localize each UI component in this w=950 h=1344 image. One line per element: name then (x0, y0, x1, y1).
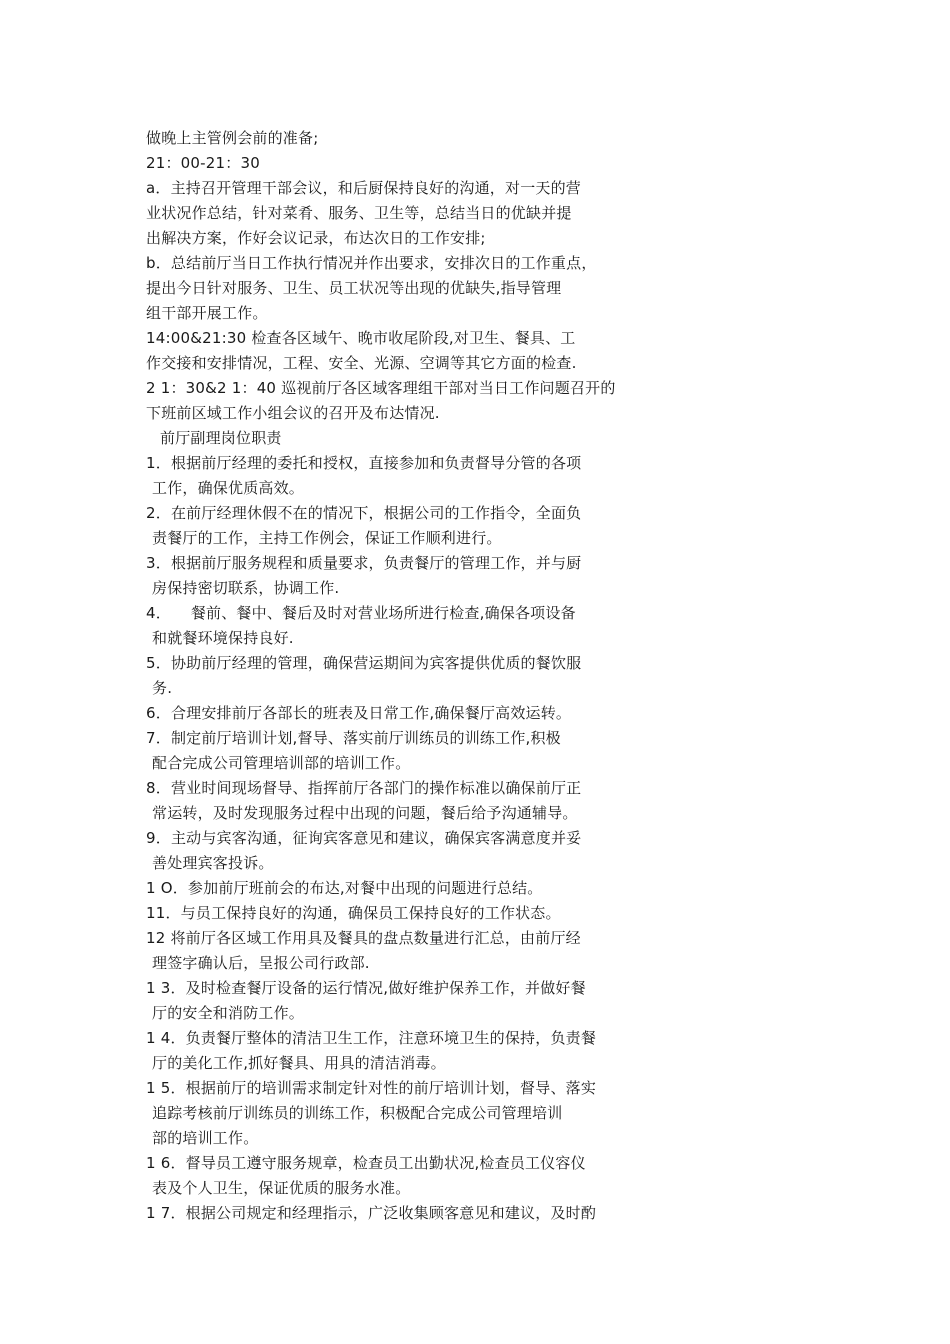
list-item: 5．协助前厅经理的管理，确保营运期间为宾客提供优质的餐饮服 (146, 654, 582, 672)
list-item: 1 5．根据前厅的培训需求制定针对性的前厅培训计划，督导、落实 (146, 1079, 597, 1097)
list-item: 2．在前厅经理休假不在的情况下，根据公司的工作指令，全面负 (146, 504, 582, 522)
list-item-continuation: 理签字确认后，呈报公司行政部. (152, 954, 370, 972)
list-item-continuation: 责餐厅的工作，主持工作例会，保证工作顺利进行。 (152, 529, 502, 547)
list-item-continuation: 厅的安全和消防工作。 (152, 1004, 305, 1022)
list-item: 1．根据前厅经理的委托和授权，直接参加和负责督导分管的各项 (146, 454, 582, 472)
text-line: 作交接和安排情况，工程、安全、光源、空调等其它方面的检查. (146, 354, 577, 372)
text-line: 2 1：30&2 1：40 巡视前厅各区域客理组干部对当日工作问题召开的 (146, 379, 616, 397)
list-item-continuation: 部的培训工作。 (152, 1129, 259, 1147)
list-item: 1 6．督导员工遵守服务规章，检查员工出勤状况,检查员工仪容仪 (146, 1154, 586, 1172)
list-item-continuation: 追踪考核前厅训练员的训练工作，积极配合完成公司管理培训 (152, 1104, 563, 1122)
list-item-continuation: 工作，确保优质高效。 (152, 479, 305, 497)
list-item-continuation: 表及个人卫生，保证优质的服务水准。 (152, 1179, 411, 1197)
text-line: 做晚上主管例会前的准备; (146, 129, 319, 147)
list-item-continuation: 善处理宾客投诉。 (152, 854, 274, 872)
list-item: 7．制定前厅培训计划,督导、落实前厅训练员的训练工作,积极 (146, 729, 561, 747)
list-item-continuation: 务. (152, 679, 173, 697)
list-item: 1 4．负责餐厅整体的清洁卫生工作，注意环境卫生的保持，负责餐 (146, 1029, 597, 1047)
section-heading: 前厅副理岗位职责 (160, 429, 282, 447)
list-item: 1 3．及时检查餐厅设备的运行情况,做好维护保养工作，并做好餐 (146, 979, 586, 997)
text-line: 组干部开展工作。 (146, 304, 268, 322)
list-item: 8．营业时间现场督导、指挥前厅各部门的操作标准以确保前厅正 (146, 779, 582, 797)
text-line: 出解决方案，作好会议记录，布达次日的工作安排; (146, 229, 486, 247)
text-line: 下班前区域工作小组会议的召开及布达情况. (146, 404, 440, 422)
list-item: 1 7．根据公司规定和经理指示，广泛收集顾客意见和建议，及时酌 (146, 1204, 597, 1222)
list-item-continuation: 房保持密切联系，协调工作. (152, 579, 340, 597)
list-item-continuation: 厅的美化工作,抓好餐具、用具的清洁消毒。 (152, 1054, 446, 1072)
list-item: 3．根据前厅服务规程和质量要求，负责餐厅的管理工作，并与厨 (146, 554, 582, 572)
list-item: 9．主动与宾客沟通，征询宾客意见和建议，确保宾客满意度并妥 (146, 829, 582, 847)
text-line: 14:00&21:30 检查各区域午、晚市收尾阶段,对卫生、餐具、工 (146, 329, 576, 347)
list-item: 12 将前厅各区域工作用具及餐具的盘点数量进行汇总，由前厅经 (146, 929, 581, 947)
text-line: b．总结前厅当日工作执行情况并作出要求，安排次日的工作重点， (146, 254, 597, 272)
text-line: 业状况作总结，针对菜肴、服务、卫生等，总结当日的优缺并提 (146, 204, 572, 222)
text-line: 提出今日针对服务、卫生、员工状况等出现的优缺失,指导管理 (146, 279, 562, 297)
text-line: a．主持召开管理干部会议，和后厨保持良好的沟通，对一天的营 (146, 179, 581, 197)
list-item-continuation: 和就餐环境保持良好. (152, 629, 294, 647)
list-item-continuation: 常运转，及时发现服务过程中出现的问题，餐后给予沟通辅导。 (152, 804, 578, 822)
list-item: 11．与员工保持良好的沟通，确保员工保持良好的工作状态。 (146, 904, 561, 922)
list-item: 1 O．参加前厅班前会的布达,对餐中出现的问题进行总结。 (146, 879, 543, 897)
list-item: 6．合理安排前厅各部长的班表及日常工作,确保餐厅高效运转。 (146, 704, 572, 722)
text-line: 21：00-21：30 (146, 154, 260, 172)
list-item: 4． 餐前、餐中、餐后及时对营业场所进行检查,确保各项设备 (146, 604, 576, 622)
list-item-continuation: 配合完成公司管理培训部的培训工作。 (152, 754, 411, 772)
